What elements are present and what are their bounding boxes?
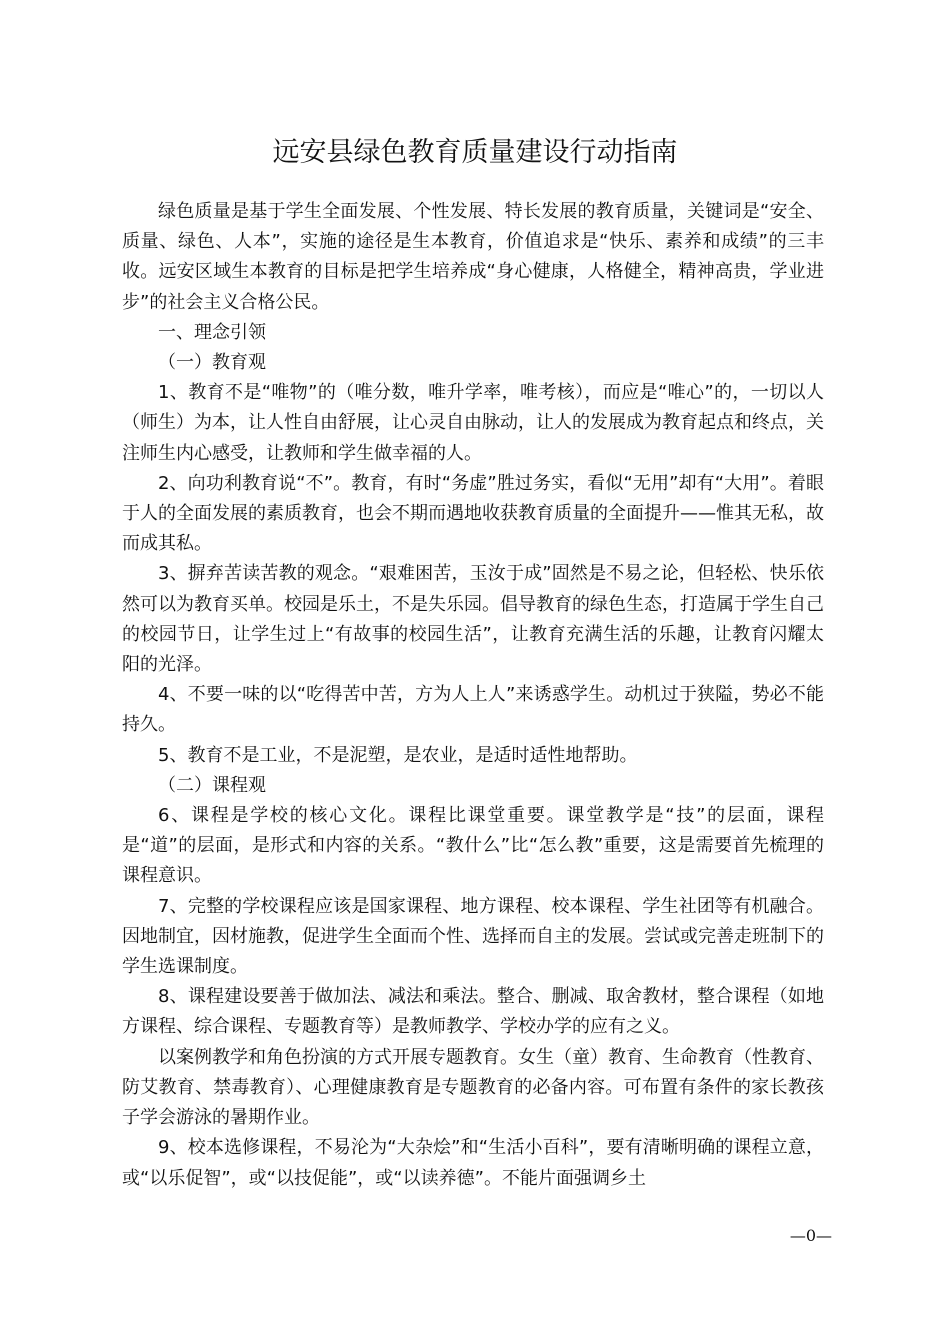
paragraph-case-teaching: 以案例教学和角色扮演的方式开展专题教育。女生（童）教育、生命教育（性教育、防艾教育、禁毒教育）、心理健康教育是专题教育的必备内容。可布置有条件的家长教孩子学会游泳的暑期作业。	[122, 1046, 824, 1129]
section-heading-concept: 一、理念引领	[158, 321, 266, 343]
paragraph-item-6: 6、课程是学校的核心文化。课程比课堂重要。课堂教学是“技”的层面，课程是“道”的层面，是形式和内容的关系。“教什么”比“怎么教”重要，这是需要首先梳理的课程意识。	[122, 805, 824, 887]
paragraph-item-9: 9、校本选修课程，不易沦为“大杂烩”和“生活小百科”，要有清晰明确的课程立意，或“以乐促智”，或“以技促能”，或“以读养德”。不能片面强调乡土	[122, 1137, 824, 1189]
paragraph-intro: 绿色质量是基于学生全面发展、个性发展、特长发展的教育质量，关键词是“安全、质量、绿色、人本”，实施的途径是生本教育，价值追求是“快乐、素养和成绩”的三丰收。远安区域生本教育的目标是把学生培养成“身心健康，人格健全，精神高贵，学业进步”的社会主义合格公民。	[122, 201, 824, 313]
paragraph-item-5: 5、教育不是工业，不是泥塑，是农业，是适时适性地帮助。	[158, 744, 638, 766]
paragraph-item-3: 3、摒弃苦读苦教的观念。“艰难困苦，玉汝于成”固然是不易之论，但轻松、快乐依然可以为教育买单。校园是乐土，不是失乐园。倡导教育的绿色生态，打造属于学生自己的校园节日，让学生过上“有故事的校园生活”，让教育充满生活的乐趣，让教育闪耀太阳的光泽。	[122, 563, 824, 676]
paragraph-item-2: 2、向功利教育说“不”。教育，有时“务虚”胜过务实，看似“无用”却有“大用”。着眼于人的全面发展的素质教育，也会不期而遇地收获教育质量的全面提升——惟其无私，故而成其私。	[122, 472, 824, 555]
paragraph-item-7: 7、完整的学校课程应该是国家课程、地方课程、校本课程、学生社团等有机融合。因地制宜，因材施教，促进学生全面而个性、选择而自主的发展。尝试或完善走班制下的学生选课制度。	[122, 895, 824, 978]
page-number: —0—	[789, 1226, 832, 1245]
subsection-heading-education-view: （一）教育观	[158, 352, 266, 374]
document-title: 远安县绿色教育质量建设行动指南	[272, 137, 678, 168]
paragraph-item-8: 8、课程建设要善于做加法、减法和乘法。整合、删减、取舍教材，整合课程（如地方课程、综合课程、专题教育等）是教师教学、学校办学的应有之义。	[122, 986, 824, 1038]
document-body	[122, 197, 824, 1194]
paragraph-item-4: 4、不要一味的以“吃得苦中苦，方为人上人”来诱惑学生。动机过于狭隘，势必不能持久。	[122, 684, 824, 736]
subsection-heading-curriculum-view: （二）课程观	[158, 774, 266, 796]
paragraph-item-1: 1、教育不是“唯物”的（唯分数，唯升学率，唯考核），而应是“唯心”的，一切以人（师生）为本，让人性自由舒展，让心灵自由脉动，让人的发展成为教育起点和终点，关注师生内心感受，让教师和学生做幸福的人。	[122, 382, 824, 464]
